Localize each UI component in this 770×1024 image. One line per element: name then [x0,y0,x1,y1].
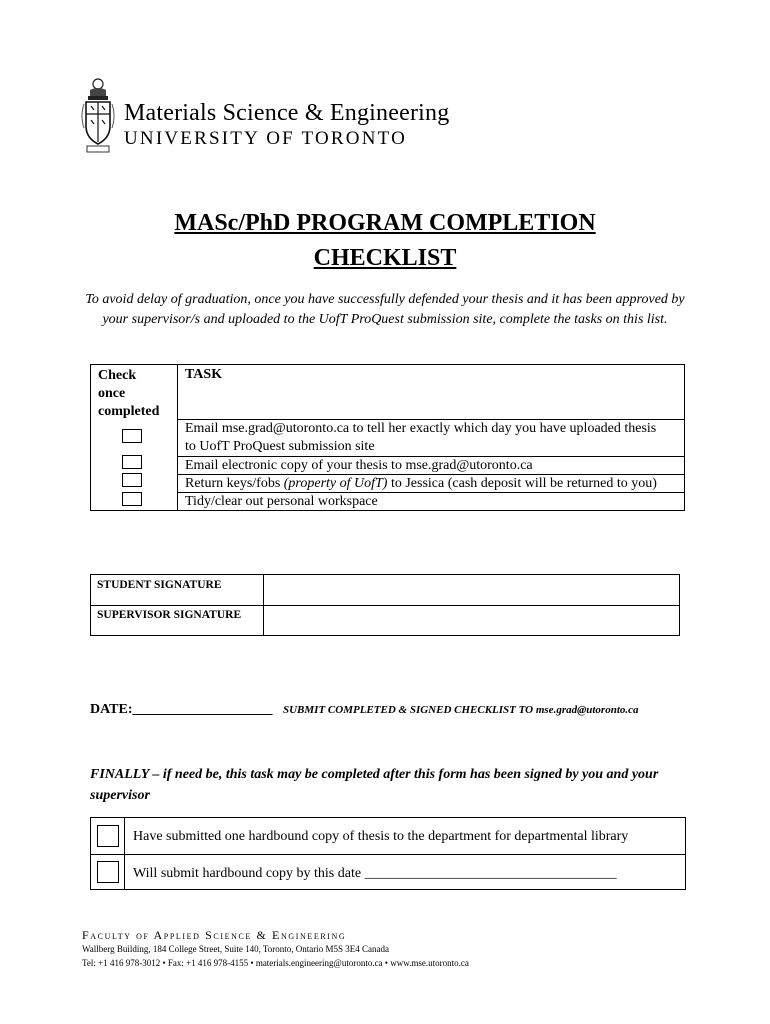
supervisor-signature-field[interactable] [265,606,679,635]
final-task-table [90,817,686,890]
student-signature-label: STUDENT SIGNATURE [97,579,222,591]
university-name: UNIVERSITY OF TORONTO [124,128,408,149]
footer-address: Wallberg Building, 184 College Street, Suite 140, Toronto, Ontario M5S 3E4 Canada [82,944,390,954]
hardbound-submitted-label: Have submitted one hardbound copy of thesis to the department for departmental library [133,829,629,844]
task-checkbox-1[interactable] [122,429,142,443]
student-signature-field[interactable] [265,575,679,605]
task-row-return-keys: Return keys/fobs (property of UofT) to Jessica (cash deposit will be returned to you) [185,476,657,491]
page-title-line1: MASc/PhD PROGRAM COMPLETION [174,210,596,236]
hardbound-will-submit-checkbox[interactable] [97,861,119,883]
signature-table [90,574,680,636]
footer-contact: Tel: +1 416 978-3012 • Fax: +1 416 978-4155 • materials.engineering@utoronto.ca • www.mse.utoronto.ca [82,958,469,968]
task-row-tidy-workspace: Tidy/clear out personal workspace [185,494,378,509]
uoft-crest-icon [80,76,116,158]
finally-note: FINALLY – if need be, this task may be completed after this form has been signed by you and your supervisor [90,767,659,803]
supervisor-signature-label: SUPERVISOR SIGNATURE [97,609,242,621]
task-column-header: TASK [185,367,223,382]
intro-text: To avoid delay of graduation, once you have successfully defended your thesis and it has been approved by your supervisor/s and uploaded to the UofT ProQuest submission site, complete the tasks on this list. [85,292,685,327]
hardbound-submitted-checkbox[interactable] [97,825,119,847]
task-row-email-copy: Email electronic copy of your thesis to mse.grad@utoronto.ca [185,458,533,473]
task-row-email-upload: Email mse.grad@utoronto.ca to tell her exactly which day you have uploaded thesis to UofT ProQuest submission site [185,421,657,454]
task-checkbox-4[interactable] [122,492,142,506]
task-table [90,364,685,511]
hardbound-will-submit-label: Will submit hardbound copy by this date ____________________________________ [133,866,617,881]
footer-faculty: Faculty of Applied Science & Engineering [82,928,347,942]
task-checkbox-2[interactable] [122,455,142,469]
date-field[interactable]: DATE:____________________ [90,702,273,717]
check-column-header: Check once completed [98,368,160,419]
department-name: Materials Science & Engineering [124,100,450,126]
task-checkbox-3[interactable] [122,473,142,487]
submit-instruction: SUBMIT COMPLETED & SIGNED CHECKLIST TO mse.grad@utoronto.ca [283,704,639,716]
page-title-line2: CHECKLIST [313,245,457,271]
